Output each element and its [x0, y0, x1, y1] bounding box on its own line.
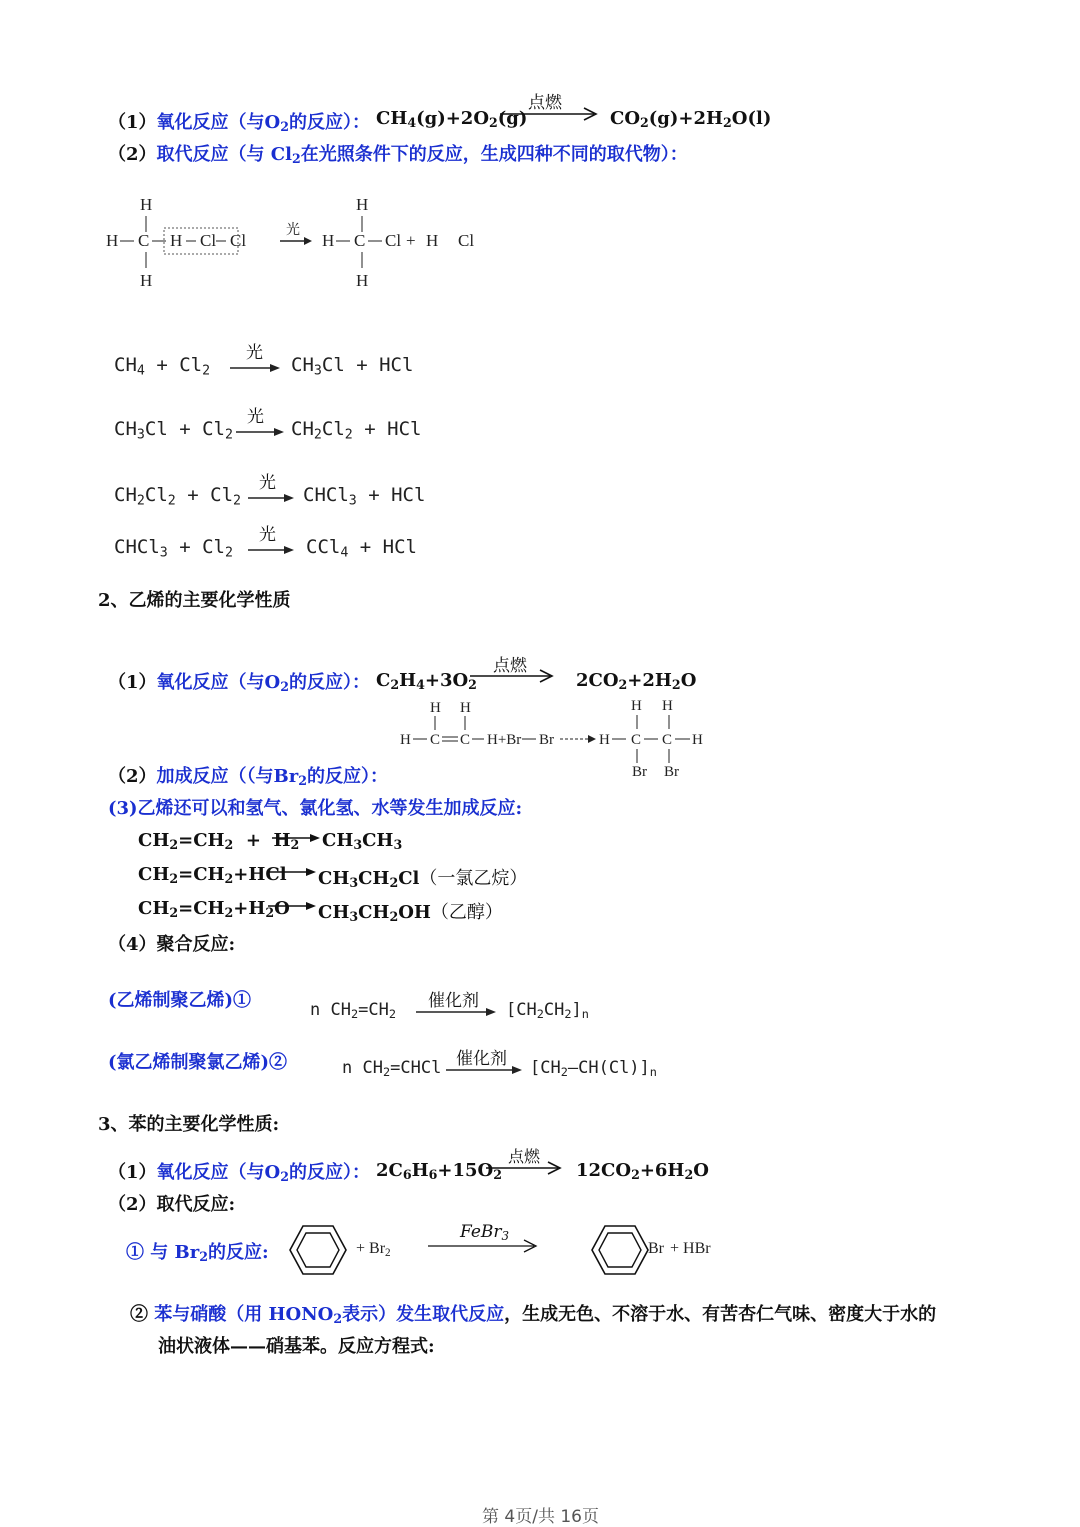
arrow-icon [248, 492, 296, 504]
condition-ignite: 点燃 [508, 1147, 541, 1166]
svg-text:Cl: Cl [200, 231, 217, 250]
reaction-title-tail: 的反应）： [307, 766, 388, 787]
condition-febr3: FeBr$_3$ [460, 1222, 510, 1243]
svg-text:H: H [599, 732, 610, 748]
svg-text:+: + [406, 231, 416, 250]
arrow-icon [428, 1238, 540, 1254]
methane-ox-right: $CO_2(g)+2H_2O(l)$ [610, 108, 772, 131]
benzene-oxidation-line [108, 1158, 370, 1184]
h2o-addition-right: $CH_3CH_2OH$（乙醇） [318, 902, 503, 925]
bromine-reagent: + $Br_2$ [356, 1240, 391, 1259]
svg-text:C: C [662, 732, 673, 748]
condition-ignite: 点燃 [528, 93, 562, 113]
svg-text:C: C [460, 732, 471, 748]
svg-text:C: C [138, 231, 150, 250]
svg-text:H: H [140, 271, 153, 290]
arrow-icon [268, 866, 318, 878]
poly2-right: $[CH_2—CH(Cl)]_n$ [530, 1058, 657, 1079]
svg-text:H: H [356, 271, 369, 290]
benzene-ring-icon [288, 1222, 348, 1278]
condition-light: 光 [259, 525, 276, 545]
polymerization-label: （4）聚合反应: [108, 934, 236, 955]
svg-text:H: H [692, 732, 703, 748]
bromobenzene-ring-icon [590, 1222, 650, 1278]
svg-text:C: C [354, 231, 366, 250]
svg-text:H: H [170, 231, 183, 250]
arrow-icon [486, 1160, 564, 1176]
eq3-left: $CH_2Cl_2 + Cl_2$ [114, 484, 242, 509]
nitration-line-2: 油状液体——硝基苯。反应方程式: [158, 1336, 435, 1357]
ethylene-oxidation-line [108, 668, 370, 694]
eq1-left: $CH_4 + Cl_2$ [114, 354, 211, 379]
hbr-product: + HBr [670, 1240, 711, 1257]
o2-formula: $O_2$ [264, 672, 289, 695]
svg-text:C: C [430, 732, 441, 748]
methane-substitution-line [108, 140, 688, 166]
arrow-icon [272, 832, 322, 844]
poly1-left: n $CH_2=CH_2$ [310, 1000, 397, 1021]
methane-ox-left: $CH_4(g)+2O_2(g)$ [376, 108, 528, 131]
o2-formula: $O_2$ [264, 1162, 289, 1185]
reaction-title: 氧化反应（与 [156, 1162, 265, 1183]
svg-text:H: H [356, 195, 369, 214]
eq1-right: $CH_3Cl$ + HCl [291, 354, 414, 379]
reaction-title-tail: 的反应）： [288, 672, 370, 693]
o2-formula: $O_2$ [264, 112, 289, 135]
svg-text:H+Br: H+Br [487, 732, 522, 748]
arrow-icon [446, 1064, 524, 1076]
polyethylene-title: (乙烯制聚乙烯)① [108, 990, 252, 1011]
condition-light: 光 [246, 343, 263, 363]
hcl-addition-right: $CH_3CH_2Cl$（一氯乙烷） [318, 868, 528, 891]
br2-formula: $Br_2$ [273, 766, 307, 789]
ethylene-other-additions-title: (3)乙烯还可以和氢气、氯化氢、水等发生加成反应: [108, 798, 523, 819]
h2o-addition-left: $CH_2=CH_2+H_2O$ [138, 898, 290, 921]
bromine-substituent: Br [648, 1240, 664, 1257]
svg-text:Br: Br [632, 764, 647, 780]
item-number: （1） [108, 1162, 157, 1183]
methane-structure-diagram [100, 190, 500, 295]
arrow-icon [268, 900, 318, 912]
page-number: 第 4页/共 16页 [482, 1507, 599, 1527]
arrow-icon [416, 1006, 498, 1018]
nitration-line-1 [130, 1300, 936, 1326]
eq4-right: CCl$_4$ + HCl [306, 536, 417, 561]
item-number: （1） [108, 672, 157, 693]
arrow-icon [470, 668, 556, 684]
eq3-right: CHCl$_3$ + HCl [303, 484, 426, 509]
condition-ignite: 点燃 [493, 656, 527, 676]
svg-text:H: H [140, 195, 153, 214]
nitration-description: ，生成无色、不溶于水、有苦杏仁气味、密度大于水的 [504, 1304, 937, 1325]
condition-catalyst: 催化剂 [456, 1049, 507, 1069]
reaction-title-tail: 的反应）： [288, 1162, 370, 1183]
benzene-ox-left: $2C_6H_6+15O_2$ [376, 1160, 502, 1183]
poly1-right: $[CH_2CH_2]_n$ [506, 1000, 589, 1021]
condition-catalyst: 催化剂 [428, 991, 479, 1011]
item-number: （1） [108, 112, 157, 133]
ethylene-ox-left: $C_2H_4+3O_2$ [376, 670, 477, 693]
eq4-left: CHCl$_3$ + $Cl_2$ [114, 536, 233, 561]
nitration-title: 苯与硝酸（用 $HONO_2$表示）发生取代反应 [154, 1304, 505, 1327]
svg-text:H: H [426, 231, 439, 250]
svg-text:光: 光 [286, 223, 300, 238]
ethylene-addition-line [108, 762, 388, 788]
svg-text:H: H [322, 231, 335, 250]
svg-text:Br: Br [539, 732, 554, 748]
h2-addition-right: $CH_3CH_3$ [322, 830, 403, 853]
svg-text:Br: Br [664, 764, 679, 780]
pvc-title: (氯乙烯制聚氯乙烯)② [108, 1052, 288, 1073]
svg-text:H: H [430, 700, 441, 716]
condition-light: 光 [247, 407, 264, 427]
arrow-icon [500, 106, 600, 122]
reaction-title: 氧化反应（与 [156, 672, 265, 693]
benzene-bromination-title: ① 与 $Br_2$的反应: [126, 1242, 269, 1265]
svg-text:H: H [400, 732, 411, 748]
arrow-icon [236, 426, 286, 438]
condition-light: 光 [259, 473, 276, 493]
arrow-icon [248, 544, 296, 556]
svg-text:H: H [662, 698, 673, 714]
reaction-title: 加成反应（（与 [156, 766, 274, 787]
section-heading-ethylene: 2、乙烯的主要化学性质 [98, 590, 291, 611]
ethylene-ox-right: $2CO_2+2H_2O$ [576, 670, 697, 693]
svg-text:H: H [631, 698, 642, 714]
svg-text:Cl: Cl [230, 231, 247, 250]
svg-text:Cl: Cl [385, 231, 402, 250]
svg-text:H: H [460, 700, 471, 716]
benzene-ox-right: $12CO_2+6H_2O$ [576, 1160, 709, 1183]
eq2-right: $CH_2Cl_2$ + HCl [291, 418, 422, 443]
h2-addition-left: $CH_2=CH_2 + H_2$ [138, 830, 300, 853]
svg-text:H: H [106, 231, 119, 250]
item-number: （2） [108, 144, 157, 165]
reaction-title: 取代反应（与 $Cl_2$在光照条件下的反应，生成四种不同的取代物）： [156, 144, 688, 167]
section-heading-benzene: 3、苯的主要化学性质: [98, 1114, 280, 1135]
eq2-left: $CH_3Cl + Cl_2$ [114, 418, 233, 443]
reaction-title-tail: 的反应）： [288, 112, 370, 133]
svg-text:Cl: Cl [458, 231, 475, 250]
arrow-icon [230, 362, 282, 374]
item-number: （2） [108, 766, 157, 787]
item-number: ② [130, 1304, 148, 1325]
ethylene-bromine-structure [394, 694, 724, 784]
hcl-addition-left: $CH_2=CH_2+HCl$ [138, 864, 287, 887]
svg-text:C: C [631, 732, 642, 748]
reaction-title: 氧化反应（与 [156, 112, 265, 133]
benzene-substitution-label: （2）取代反应: [108, 1194, 236, 1215]
methane-oxidation-line [108, 108, 370, 134]
poly2-left: n $CH_2=CHCl$ [342, 1058, 442, 1079]
